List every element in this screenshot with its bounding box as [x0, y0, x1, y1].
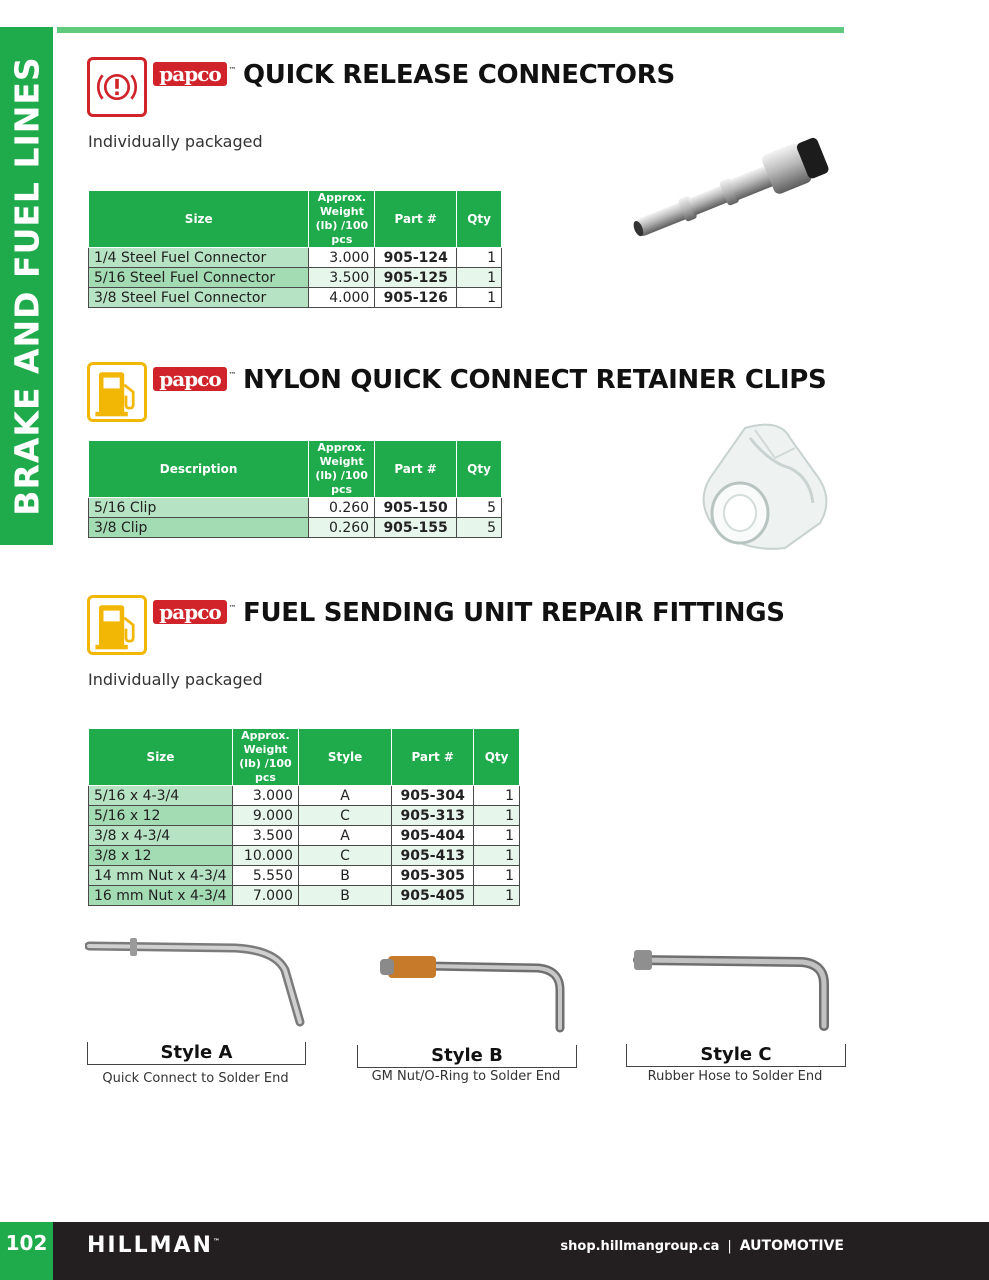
- part-number-cell: 905-155: [375, 518, 457, 538]
- section-side-tab: [0, 27, 53, 545]
- footer-url[interactable]: shop.hillmangroup.ca: [560, 1239, 720, 1254]
- weight-cell: 4.000: [309, 288, 375, 308]
- size-cell: 5/16 x 12: [89, 806, 233, 826]
- footer-separator: |: [727, 1239, 732, 1254]
- weight-cell: 3.000: [309, 248, 375, 268]
- qty-cell: 1: [474, 886, 520, 906]
- weight-cell: 0.260: [309, 498, 375, 518]
- table-row: [89, 826, 520, 846]
- style-c-tube-image: [632, 944, 837, 1032]
- style-a-caption: Quick Connect to Solder End: [102, 1071, 289, 1086]
- size-cell: 16 mm Nut x 4-3/4: [89, 886, 233, 906]
- top-rule: [57, 27, 844, 33]
- style-a-tube-image: [85, 930, 310, 1030]
- weight-cell: 3.000: [232, 786, 298, 806]
- qty-cell: 1: [474, 786, 520, 806]
- weight-cell: 3.500: [232, 826, 298, 846]
- table-row: [89, 786, 520, 806]
- col-header: Qty: [457, 441, 502, 498]
- table-row: [89, 846, 520, 866]
- repair-fittings-table: [88, 728, 520, 906]
- quick-release-table: [88, 190, 502, 308]
- part-number-cell: 905-413: [392, 846, 474, 866]
- qty-cell: 5: [457, 518, 502, 538]
- col-header: Approx. Weight (lb) /100 pcs: [309, 191, 375, 248]
- weight-cell: 10.000: [232, 846, 298, 866]
- papco-logo: papco ™: [153, 367, 227, 391]
- part-number-cell: 905-404: [392, 826, 474, 846]
- qty-cell: 1: [457, 288, 502, 308]
- style-b-caption: GM Nut/O-Ring to Solder End: [371, 1069, 561, 1084]
- col-header: Part #: [392, 729, 474, 786]
- table-row: [89, 806, 520, 826]
- table-row: [89, 498, 502, 518]
- section-title-retainer-clips: NYLON QUICK CONNECT RETAINER CLIPS: [243, 365, 827, 395]
- style-c-caption: Rubber Hose to Solder End: [647, 1069, 823, 1084]
- part-number-cell: 905-305: [392, 866, 474, 886]
- style-b-tube-image: [378, 948, 573, 1033]
- style-cell: A: [298, 786, 391, 806]
- weight-cell: 3.500: [309, 268, 375, 288]
- packaging-note: Individually packaged: [88, 132, 263, 151]
- col-header: Part #: [375, 191, 457, 248]
- packaging-note: Individually packaged: [88, 670, 263, 689]
- page-number: 102: [0, 1222, 53, 1280]
- brake-warning-icon: [87, 57, 147, 117]
- col-header: Approx. Weight (lb) /100 pcs: [232, 729, 298, 786]
- section-title-quick-release: QUICK RELEASE CONNECTORS: [243, 60, 675, 90]
- size-cell: 14 mm Nut x 4-3/4: [89, 866, 233, 886]
- qty-cell: 1: [474, 826, 520, 846]
- part-number-cell: 905-313: [392, 806, 474, 826]
- col-header: Part #: [375, 441, 457, 498]
- qty-cell: 1: [474, 806, 520, 826]
- papco-logo: papco ™: [153, 600, 227, 624]
- hillman-logo: HILLMAN™: [87, 1233, 220, 1258]
- table-row: [89, 268, 502, 288]
- part-number-cell: 905-126: [375, 288, 457, 308]
- qty-cell: 5: [457, 498, 502, 518]
- size-cell: 1/4 Steel Fuel Connector: [89, 248, 309, 268]
- style-a-label: Style A: [87, 1042, 306, 1065]
- col-header: Qty: [474, 729, 520, 786]
- col-header: Description: [89, 441, 309, 498]
- retainer-clips-table: [88, 440, 502, 538]
- style-c-label: Style C: [626, 1044, 846, 1067]
- table-row: [89, 518, 502, 538]
- qty-cell: 1: [474, 846, 520, 866]
- weight-cell: 5.550: [232, 866, 298, 886]
- footer-category: AUTOMOTIVE: [739, 1238, 844, 1254]
- size-cell: 3/8 Steel Fuel Connector: [89, 288, 309, 308]
- qty-cell: 1: [457, 268, 502, 288]
- table-row: [89, 288, 502, 308]
- part-number-cell: 905-304: [392, 786, 474, 806]
- part-number-cell: 905-125: [375, 268, 457, 288]
- size-cell: 3/8 x 4-3/4: [89, 826, 233, 846]
- description-cell: 3/8 Clip: [89, 518, 309, 538]
- style-cell: B: [298, 866, 391, 886]
- retainer-clip-image: [695, 418, 840, 553]
- col-header: Size: [89, 191, 309, 248]
- size-cell: 3/8 x 12: [89, 846, 233, 866]
- table-row: [89, 248, 502, 268]
- style-b-label: Style B: [357, 1045, 577, 1068]
- weight-cell: 7.000: [232, 886, 298, 906]
- fuel-pump-icon: [87, 362, 147, 422]
- part-number-cell: 905-405: [392, 886, 474, 906]
- style-cell: C: [298, 846, 391, 866]
- papco-logo: papco ™: [153, 62, 227, 86]
- fuel-pump-icon: [87, 595, 147, 655]
- weight-cell: 9.000: [232, 806, 298, 826]
- part-number-cell: 905-150: [375, 498, 457, 518]
- style-cell: B: [298, 886, 391, 906]
- table-row: [89, 866, 520, 886]
- col-header: Qty: [457, 191, 502, 248]
- section-title-repair-fittings: FUEL SENDING UNIT REPAIR FITTINGS: [243, 598, 785, 628]
- col-header: Size: [89, 729, 233, 786]
- qty-cell: 1: [457, 248, 502, 268]
- style-cell: C: [298, 806, 391, 826]
- size-cell: 5/16 x 4-3/4: [89, 786, 233, 806]
- weight-cell: 0.260: [309, 518, 375, 538]
- size-cell: 5/16 Steel Fuel Connector: [89, 268, 309, 288]
- col-header: Approx. Weight (lb) /100 pcs: [309, 441, 375, 498]
- col-header: Style: [298, 729, 391, 786]
- description-cell: 5/16 Clip: [89, 498, 309, 518]
- style-cell: A: [298, 826, 391, 846]
- side-tab-label: BRAKE AND FUEL LINES: [7, 56, 46, 516]
- footer-links: [560, 1238, 844, 1254]
- table-row: [89, 886, 520, 906]
- quick-release-connector-image: [620, 122, 850, 242]
- qty-cell: 1: [474, 866, 520, 886]
- part-number-cell: 905-124: [375, 248, 457, 268]
